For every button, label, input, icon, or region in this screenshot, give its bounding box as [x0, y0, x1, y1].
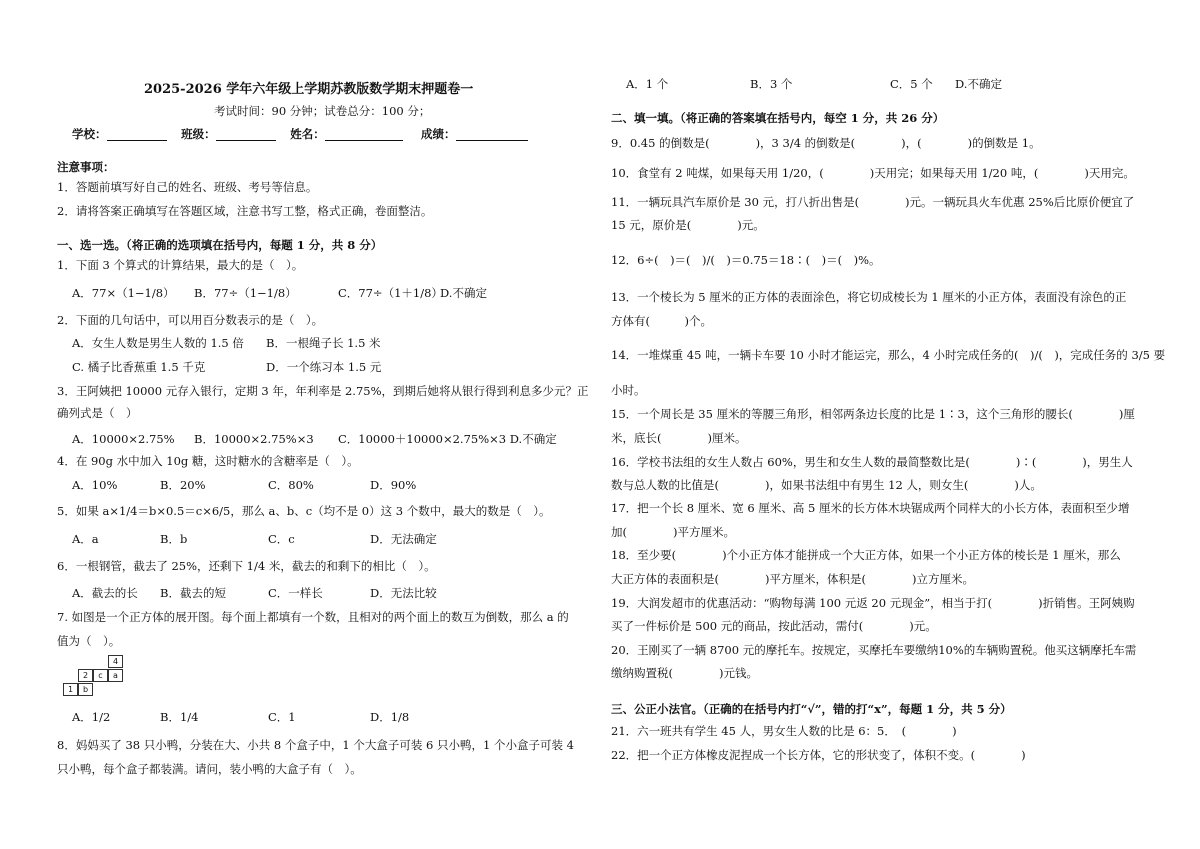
- option-3cd: C．10000＋10000×2.75%×3 D.不确定: [338, 432, 557, 446]
- question-21: 21．六一班共有学生 45 人，男女生人数的比是 6：5． ( ): [611, 724, 957, 738]
- question-11-cont: 15 元，原价是( )元。: [611, 218, 765, 232]
- option-5c: C．c: [268, 532, 295, 546]
- question-1: 1．下面 3 个算式的计算结果，最大的是（ ）。: [57, 258, 304, 272]
- question-12: 12．6÷( )＝( )/( )＝0.75＝18∶( )＝( )%。: [611, 253, 881, 267]
- option-2b: B．一根绳子长 1.5 米: [266, 336, 381, 350]
- question-17: 17．把一个长 8 厘米、宽 6 厘米、高 5 厘米的长方体木块锯成两个同样大的小长方体，表面积至少增: [611, 501, 1130, 515]
- school-label: 学校：: [72, 127, 107, 141]
- question-17-cont: 加( )平方厘米。: [611, 525, 735, 539]
- question-2: 2．下面的几句话中，可以用百分数表示的是（ ）。: [57, 313, 324, 327]
- net-cell: 4: [108, 655, 123, 668]
- net-cell: b: [78, 683, 93, 696]
- page-title: 2025-2026 学年六年级上学期苏教版数学期末押题卷一: [144, 82, 474, 97]
- question-15: 15．一个周长是 35 厘米的等腰三角形，相邻两条边长度的比是 1∶3，这个三角形的腰长( )厘: [611, 407, 1135, 421]
- option-4a: A．10%: [72, 478, 118, 492]
- school-field[interactable]: [107, 129, 167, 141]
- option-6c: C．一样长: [268, 586, 323, 600]
- question-13-cont: 方体有( )个。: [611, 314, 712, 328]
- net-cell: 1: [63, 683, 78, 696]
- question-14-cont: 小时。: [611, 383, 646, 397]
- section-1-heading: 一、选一选。（将正确的选项填在括号内，每题 1 分，共 8 分）: [57, 238, 383, 252]
- question-8: 8．妈妈买了 38 只小鸭，分装在大、小共 8 个盒子中，1 个大盒子可装 6 只小鸭，1 个小盒子可装 4: [57, 738, 574, 752]
- option-7c: C．1: [268, 710, 296, 724]
- option-4d: D．90%: [370, 478, 417, 492]
- option-4b: B．20%: [160, 478, 206, 492]
- option-8b: B．3 个: [750, 77, 793, 91]
- option-1d: D.不确定: [440, 286, 487, 300]
- option-6a: A．截去的长: [72, 586, 138, 600]
- question-18-cont: 大正方体的表面积是( )平方厘米，体积是( )立方厘米。: [611, 572, 974, 586]
- option-8d: D.不确定: [955, 77, 1002, 91]
- question-22: 22．把一个正方体橡皮泥捏成一个长方体，它的形状变了，体积不变。( ): [611, 748, 1026, 762]
- option-4c: C．80%: [268, 478, 314, 492]
- notes-heading: 注意事项：: [57, 160, 115, 174]
- question-16: 16．学校书法组的女生人数占 60%，男生和女生人数的最简整数比是( )∶( )，男生人: [611, 455, 1133, 469]
- option-7a: A．1/2: [72, 710, 111, 724]
- question-4: 4．在 90g 水中加入 10g 糖，这时糖水的含糖率是（ ）。: [57, 454, 359, 468]
- option-2c: C. 橘子比香蕉重 1.5 千克: [72, 360, 206, 374]
- question-14: 14．一堆煤重 45 吨，一辆卡车要 10 小时才能运完，那么，4 小时完成任务的( )/( )，完成任务的 3/5 要: [611, 348, 1166, 362]
- question-10: 10．食堂有 2 吨煤，如果每天用 1/20，( )天用完；如果每天用 1/20 吨，( )天用完。: [611, 166, 1135, 180]
- net-cell: c: [93, 669, 108, 682]
- question-3-cont: 确列式是（ ）: [57, 406, 138, 420]
- section-3-heading: 三、公正小法官。（正确的在括号内打“√”，错的打“x”，每题 1 分，共 5 分）: [611, 702, 1012, 716]
- option-6d: D．无法比较: [370, 586, 437, 600]
- score-label: 成绩：: [421, 127, 456, 141]
- option-3b: B．10000×2.75%×3: [194, 432, 314, 446]
- net-cell: 2: [78, 669, 93, 682]
- question-5: 5．如果 a×1/4＝b×0.5＝c×6/5，那么 a、b、c（均不是 0）这 3 个数中，最大的数是（ ）。: [57, 504, 551, 518]
- option-8a: A．1 个: [626, 77, 669, 91]
- question-8-cont: 只小鸭，每个盒子都装满。请问，装小鸭的大盒子有（ ）。: [57, 762, 362, 776]
- score-field[interactable]: [456, 129, 528, 141]
- option-1b: B．77÷（1−1/8）: [194, 286, 297, 300]
- question-9: 9．0.45 的倒数是( )，3 3/4 的倒数是( )，( )的倒数是 1。: [611, 136, 1041, 150]
- option-6b: B．截去的短: [160, 586, 226, 600]
- option-7b: B．1/4: [160, 710, 199, 724]
- question-19: 19．大润发超市的优惠活动：“购物每满 100 元返 20 元现金”，相当于打( )折销售。王阿姨购: [611, 596, 1135, 610]
- option-5d: D．无法确定: [370, 532, 437, 546]
- option-5b: B．b: [160, 532, 188, 546]
- question-7: 7. 如图是一个正方体的展开图。每个面上都填有一个数，且相对的两个面上的数互为倒数，那么 a 的: [57, 610, 569, 624]
- section-2-heading: 二、填一填。（将正确的答案填在括号内，每空 1 分，共 26 分）: [611, 111, 945, 125]
- option-2a: A．女生人数是男生人数的 1.5 倍: [72, 336, 244, 350]
- name-field[interactable]: [325, 129, 403, 141]
- question-20-cont: 缴纳购置税( )元钱。: [611, 666, 758, 680]
- question-19-cont: 买了一件标价是 500 元的商品，按此活动，需付( )元。: [611, 619, 937, 633]
- question-20: 20．王刚买了一辆 8700 元的摩托车。按规定，买摩托车要缴纳10%的车辆购置税。他买这辆摩托车需: [611, 643, 1137, 657]
- question-18: 18．至少要( )个小正方体才能拼成一个大正方体，如果一个小正方体的棱长是 1 厘米，那么: [611, 548, 1121, 562]
- class-label: 班级：: [181, 127, 216, 141]
- question-16-cont: 数与总人数的比值是( )，如果书法组中有男生 12 人，则女生( )人。: [611, 478, 1042, 492]
- info-row: [72, 127, 528, 141]
- option-5a: A．a: [72, 532, 99, 546]
- question-3: 3．王阿姨把 10000 元存入银行，定期 3 年，年利率是 2.75%，到期后她将从银行得到利息多少元？正: [57, 384, 589, 398]
- option-7d: D．1/8: [370, 710, 410, 724]
- option-2d: D．一个练习本 1.5 元: [266, 360, 382, 374]
- option-8c: C．5 个: [890, 77, 933, 91]
- net-cell: a: [108, 669, 123, 682]
- question-15-cont: 米，底长( )厘米。: [611, 431, 747, 445]
- question-6: 6．一根钢管，截去了 25%，还剩下 1/4 米，截去的和剩下的相比（ ）。: [57, 559, 436, 573]
- question-13: 13．一个棱长为 5 厘米的正方体的表面涂色，将它切成棱长为 1 厘米的小正方体，表面没有涂色的正: [611, 290, 1127, 304]
- option-1a: A．77×（1−1/8）: [72, 286, 175, 300]
- note-item: 2．请将答案正确填写在答题区域，注意书写工整，格式正确，卷面整洁。: [57, 204, 433, 218]
- name-label: 姓名：: [290, 127, 325, 141]
- option-3a: A．10000×2.75%: [72, 432, 175, 446]
- note-item: 1．答题前填写好自己的姓名、班级、考号等信息。: [57, 180, 318, 194]
- option-1c: C．77÷（1＋1/8）: [338, 286, 443, 300]
- exam-info: 考试时间：90 分钟；试卷总分：100 分；: [214, 104, 431, 118]
- question-7-cont: 值为（ ）。: [57, 634, 121, 648]
- class-field[interactable]: [216, 129, 276, 141]
- question-11: 11．一辆玩具汽车原价是 30 元，打八折出售是( )元。一辆玩具火车优惠 25%后比原价便宜了: [611, 195, 1135, 209]
